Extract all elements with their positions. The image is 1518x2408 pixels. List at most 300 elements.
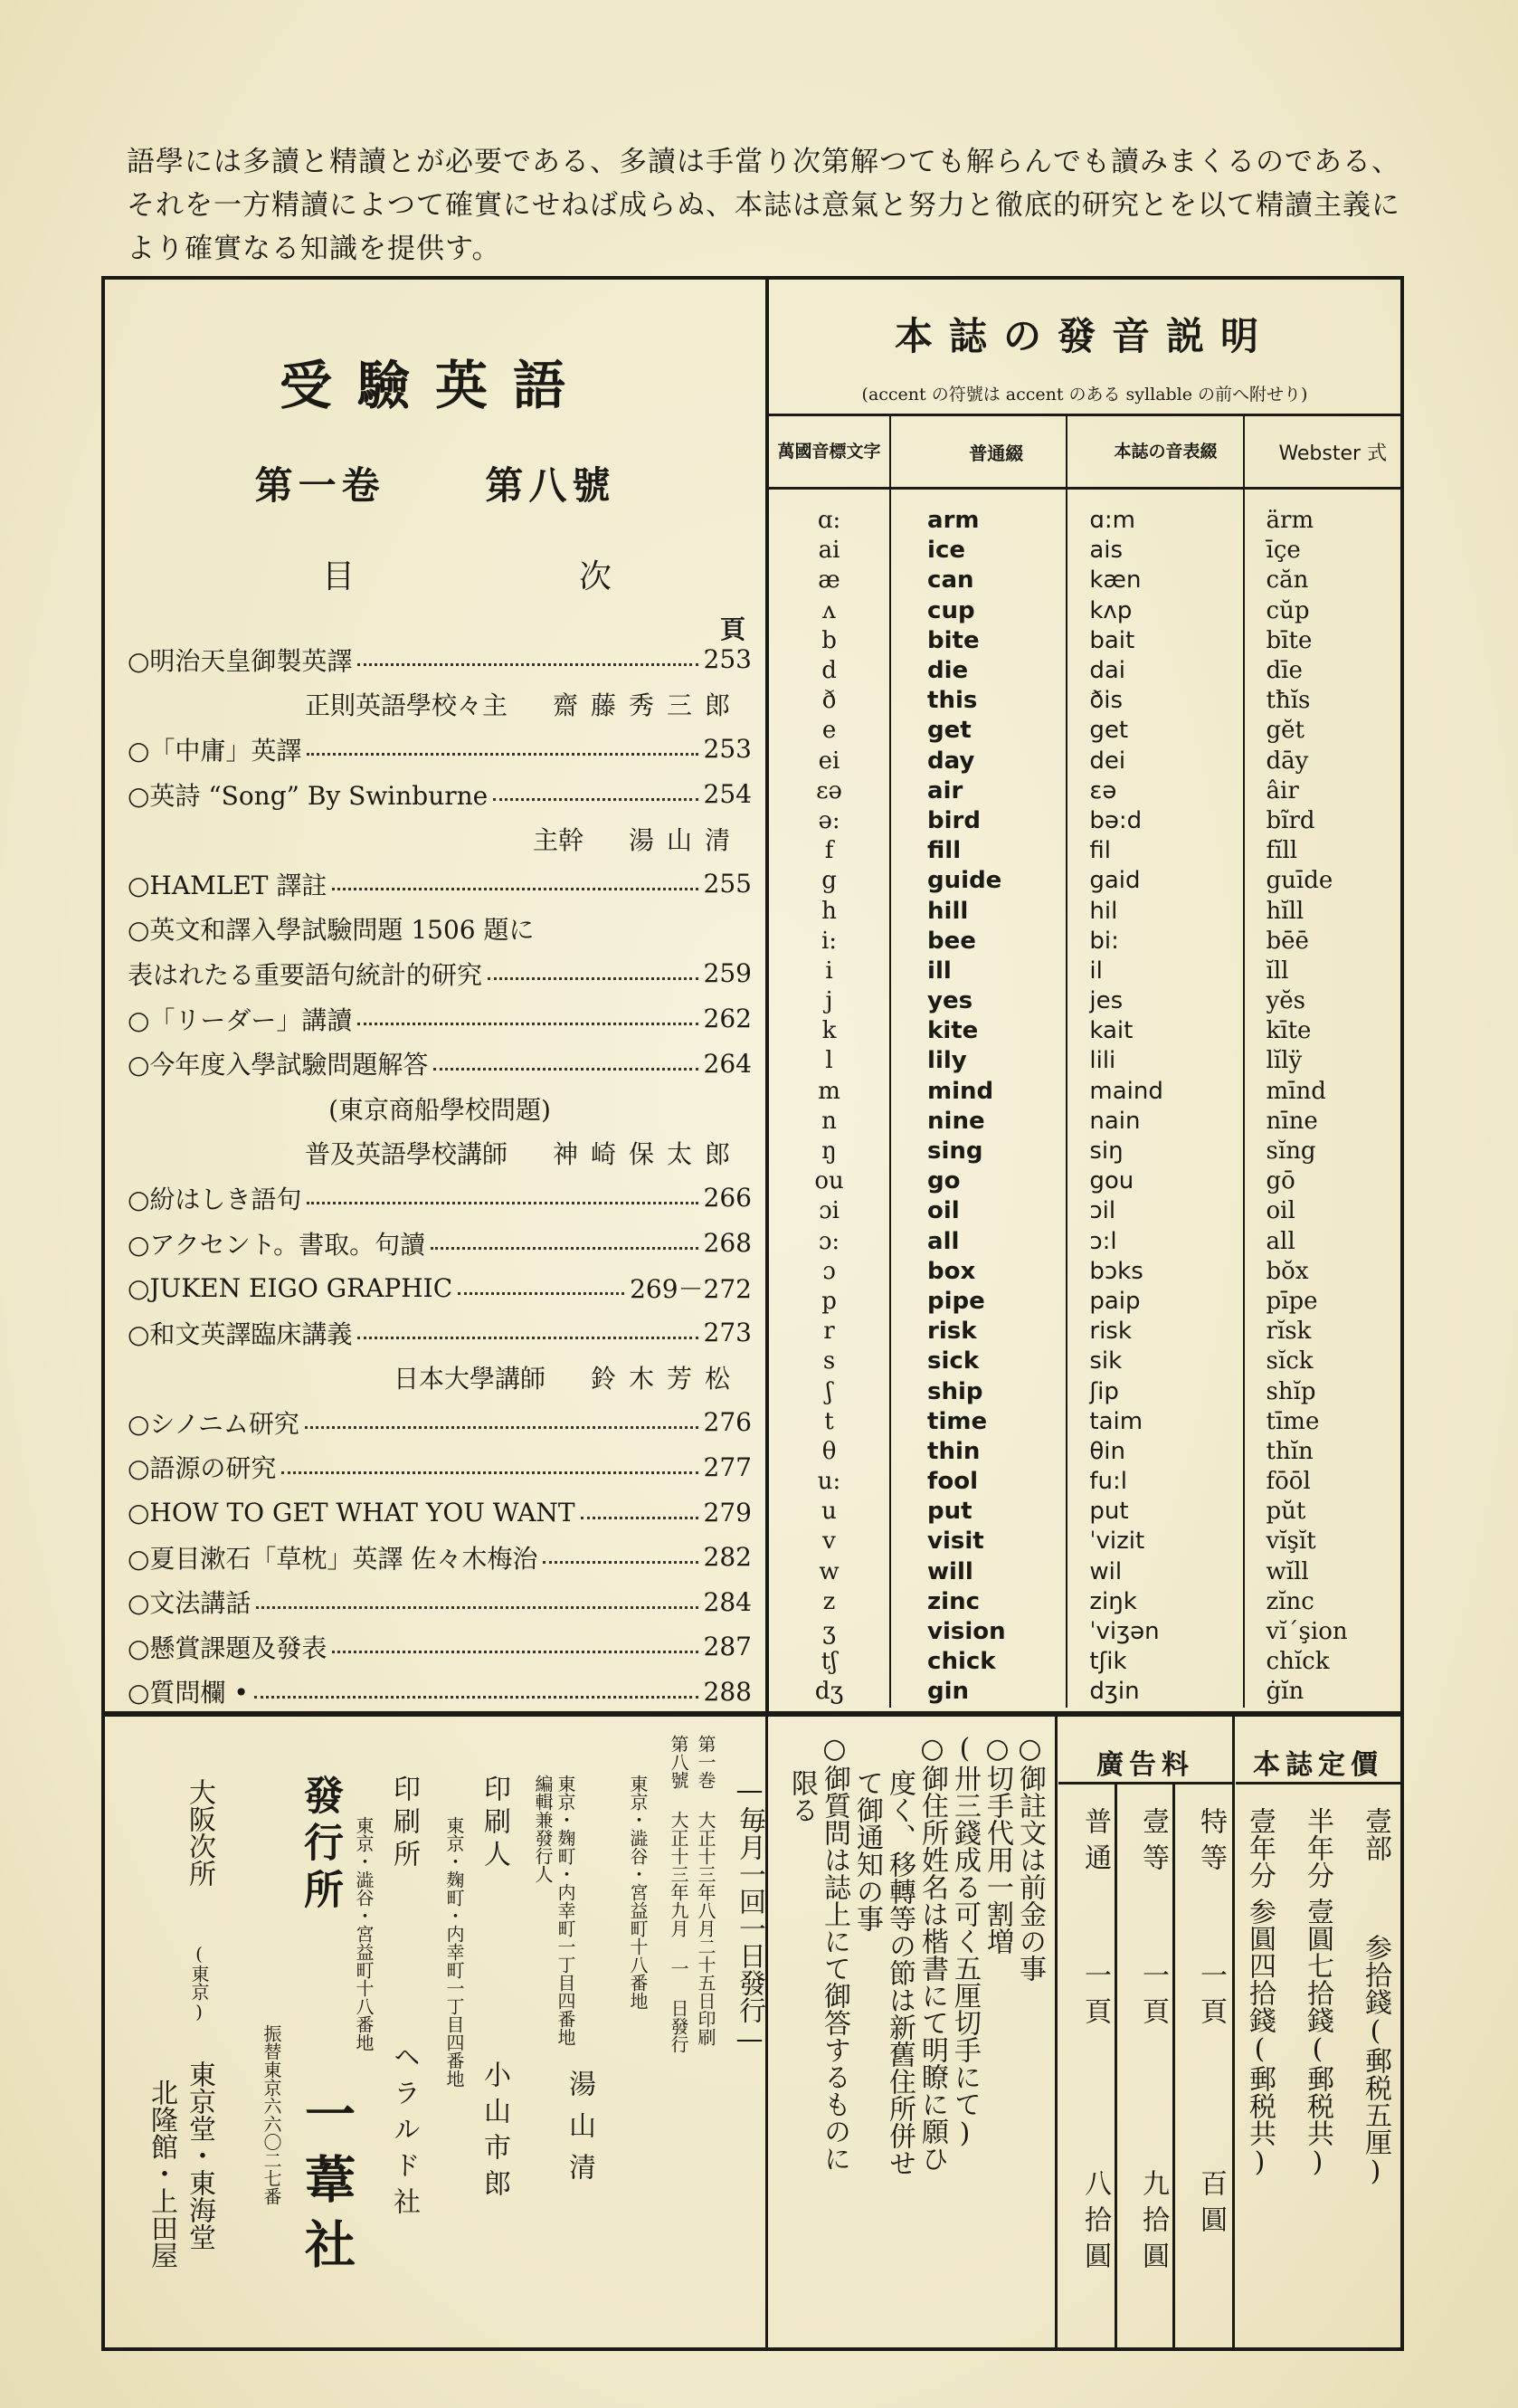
toc-leader-dots [256, 1595, 697, 1609]
toc-leader-dots [281, 1461, 697, 1474]
sellers-line-1: 東京堂・東海堂 [184, 2061, 215, 2251]
pronunciation-row [769, 1677, 1400, 1707]
ipa-symbol: g [769, 866, 890, 896]
pronunciation-title: 本誌の發音説明 [894, 314, 1275, 358]
toc-author-role: 正則英語學校々主 [304, 690, 508, 721]
magazine-spelling: bɔks [1067, 1257, 1243, 1287]
toc-entry [128, 861, 752, 907]
pronunciation-row [769, 1617, 1400, 1647]
webster-spelling: īçe [1266, 537, 1301, 565]
toc-entry-page: 254 [703, 779, 752, 810]
ipa-symbol: ʒ [769, 1617, 890, 1647]
toc-leader-dots [543, 1550, 697, 1564]
pronunciation-row [769, 986, 1400, 1016]
printer-address: 東京・澁谷・宮益町十八番地 [353, 1816, 375, 2051]
toc-entry-page: 262 [703, 1004, 752, 1034]
ipa-symbol: j [769, 986, 890, 1016]
toc-entry-page: 269－272 [630, 1274, 752, 1305]
editor-address-2: 東京・澁谷・宮益町十八番地 [627, 1775, 649, 2010]
ipa-symbol: ʌ [769, 596, 890, 626]
ipa-symbol: m [769, 1077, 890, 1107]
pronunciation-header-row [769, 415, 1400, 489]
editor-address: 東京・麹町・内幸町一丁目四番地 [555, 1775, 576, 2046]
webster-spelling: dīe [1266, 657, 1303, 685]
ipa-symbol: ɑ: [769, 489, 890, 537]
pronunciation-guide [769, 280, 1400, 1711]
toc-leader-dots [254, 1685, 698, 1699]
price-amount: 壹圓七拾錢(郵税共) [1302, 1898, 1333, 2178]
editor-name: 湯山清 [564, 2070, 595, 2194]
toc-author-name: 湯山清 [628, 825, 743, 856]
price-term: 壹年分 [1244, 1807, 1276, 1889]
header-webster: Webster 式 [1244, 415, 1400, 489]
magazine-spelling: ɔ:l [1067, 1227, 1243, 1257]
ordinary-spelling: air [890, 776, 1067, 806]
ordinary-spelling: kite [890, 1016, 1067, 1046]
magazine-spelling: sik [1067, 1347, 1243, 1376]
webster-spelling: oil [1266, 1197, 1295, 1225]
pronunciation-row [769, 596, 1400, 626]
magazine-spelling: fu:l [1067, 1467, 1243, 1497]
toc-entry-title: ○今年度入學試驗問題解答 [128, 1050, 429, 1080]
ad-grade: 特等 [1195, 1807, 1227, 1880]
toc-entry-page: 276 [703, 1407, 752, 1438]
notice-line: て御通知の事 [851, 1769, 883, 1932]
ordinary-spelling: fill [890, 836, 1067, 866]
sellers-line-2: 北隆館・上田屋 [146, 2079, 177, 2269]
magazine-spelling: get [1067, 716, 1243, 746]
pronunciation-row [769, 1557, 1400, 1587]
ipa-symbol: v [769, 1527, 890, 1556]
ordinary-spelling: visit [890, 1527, 1067, 1556]
notice-divider [1055, 1717, 1058, 2347]
magazine-spelling: lili [1067, 1046, 1243, 1076]
ordinary-spelling: ill [890, 957, 1067, 986]
magazine-spelling: bait [1067, 626, 1243, 656]
ordinary-spelling: zinc [890, 1587, 1067, 1617]
ordinary-spelling: day [890, 747, 1067, 776]
notice-line: 限る [786, 1769, 818, 1823]
ipa-symbol: n [769, 1107, 890, 1137]
magazine-spelling: maind [1067, 1077, 1243, 1107]
magazine-spelling: nain [1067, 1107, 1243, 1137]
magazine-spelling: εə [1067, 776, 1243, 806]
header-ordinary: 普通綴 [890, 415, 1067, 489]
ipa-symbol: æ [769, 566, 890, 595]
notice-line: 度く、移轉等の節は新舊住所併せ [884, 1769, 916, 2176]
ordinary-spelling: hill [890, 896, 1067, 926]
issue-number: 第八號 [485, 463, 616, 508]
main-frame [101, 276, 1404, 1715]
publisher-transfer: 振替東京六六〇二七番 [261, 2024, 282, 2205]
webster-spelling: gō [1266, 1167, 1295, 1195]
notice-line: ○御註文は前金の事 [1014, 1733, 1046, 1982]
pronunciation-row [769, 1077, 1400, 1107]
pronunciation-row [769, 489, 1400, 537]
magazine-spelling: ʃip [1067, 1376, 1243, 1406]
magazine-spelling: hil [1067, 896, 1243, 926]
header-magazine: 本誌の音表綴 [1067, 415, 1243, 489]
ad-size: 一頁 [1195, 1961, 1227, 2033]
toc-entry-title: ○アクセント。書取。句讀 [128, 1229, 426, 1260]
contents-heading-1: 目 [322, 558, 356, 595]
pronunciation-row [769, 1287, 1400, 1317]
toc-entry [128, 1221, 752, 1266]
toc-author-name: 齋藤秀三郎 [552, 690, 743, 721]
webster-spelling: tħĭs [1266, 687, 1311, 715]
magazine-spelling: kæn [1067, 566, 1243, 595]
magazine-spelling: ais [1067, 536, 1243, 566]
ad-rates-col-rule-1 [1115, 1782, 1117, 2347]
toc-entry-page: 264 [703, 1048, 752, 1079]
webster-spelling: vĭˊşion [1266, 1618, 1348, 1646]
pronunciation-row [769, 1016, 1400, 1046]
pronunciation-rows [769, 489, 1400, 1708]
printer-name: ヘラルド社 [388, 2042, 420, 2223]
magazine-spelling: gou [1067, 1166, 1243, 1196]
ipa-symbol: ɔ [769, 1257, 890, 1287]
webster-spelling: bŏx [1266, 1257, 1309, 1285]
pronunciation-row [769, 1227, 1400, 1257]
ordinary-spelling: get [890, 716, 1067, 746]
toc-entry-title: ○紛はしき語句 [128, 1184, 302, 1214]
toc-entry-page: 268 [703, 1228, 752, 1259]
toc-entry-title: ○夏目漱石「草枕」英譯 佐々木梅治 [128, 1543, 538, 1574]
ad-rates-title: 廣告料 [1096, 1749, 1194, 1781]
volume: 第一卷 [254, 463, 385, 508]
magazine-spelling: dʒin [1067, 1677, 1243, 1707]
ordinary-spelling: mind [890, 1077, 1067, 1107]
notice-line: (卅三錢成る可く五厘切手にて) [949, 1733, 981, 2149]
ipa-symbol: εə [769, 776, 890, 806]
webster-spelling: tīme [1266, 1407, 1320, 1435]
webster-spelling: dāy [1266, 747, 1309, 775]
webster-spelling: sĭng [1266, 1137, 1316, 1166]
pronunciation-row [769, 1467, 1400, 1497]
price-amount: 参拾錢(郵税五厘) [1360, 1934, 1391, 2187]
toc-entry [128, 1175, 752, 1221]
ordinary-spelling: gin [890, 1677, 1067, 1707]
ipa-symbol: ʃ [769, 1376, 890, 1406]
toc-leader-dots [307, 1191, 697, 1204]
ordinary-spelling: pipe [890, 1287, 1067, 1317]
ipa-symbol: ɔ: [769, 1227, 890, 1257]
pronunciation-row [769, 896, 1400, 926]
ad-grade: 普通 [1079, 1807, 1111, 1880]
notice-line: ○御質問は誌上にて御答するものに [819, 1733, 850, 2172]
toc-leader-dots [357, 1012, 697, 1025]
toc-list [128, 637, 752, 1714]
magazine-spelling: taim [1067, 1407, 1243, 1437]
pronunciation-row [769, 1137, 1400, 1166]
magazine-title: 受驗英語 [279, 355, 591, 416]
toc-entry-page: 288 [703, 1676, 752, 1707]
pronunciation-row [769, 1347, 1400, 1376]
pronunciation-row [769, 626, 1400, 656]
webster-spelling: ärm [1266, 507, 1314, 535]
ipa-symbol: ɔi [769, 1196, 890, 1226]
toc-leader-dots [433, 1057, 697, 1071]
ad-size: 一頁 [1079, 1961, 1111, 2033]
webster-spelling: vĭşĭt [1266, 1528, 1316, 1556]
ad-rates-col-rule-2 [1172, 1782, 1175, 2347]
colophon-divider [765, 1717, 768, 2347]
ipa-symbol: s [769, 1347, 890, 1376]
ordinary-spelling: box [890, 1257, 1067, 1287]
magazine-spelling: kait [1067, 1016, 1243, 1046]
toc-subtitle-text: (東京商船學校問題) [328, 1094, 551, 1125]
toc-entry-title: ○JUKEN EIGO GRAPHIC [128, 1272, 453, 1303]
webster-spelling: fĭll [1266, 837, 1298, 865]
pronunciation-row [769, 716, 1400, 746]
header-ipa: 萬國音標文字 [769, 415, 890, 489]
magazine-spelling: gaid [1067, 866, 1243, 896]
intro-paragraph: 語學には多讀と精讀とが必要である、多讀は手當り次第解つても解らんでも讀みまくるのである、それを一方精讀によつて確實にせねば成らぬ、本誌は意氣と努力と徹底的研究とを以て精讀主義により確實なる知識を提供す。 [127, 146, 1400, 265]
prices-divider [1232, 1717, 1235, 2347]
ipa-symbol: r [769, 1317, 890, 1347]
ipa-symbol: ð [769, 686, 890, 716]
ordinary-spelling: nine [890, 1107, 1067, 1137]
ordinary-spelling: chick [890, 1647, 1067, 1677]
webster-spelling: zĭnc [1266, 1587, 1314, 1615]
ipa-symbol: i [769, 957, 890, 986]
toc-entry-page: 282 [703, 1542, 752, 1573]
toc-entry-title: ○「中庸」英譯 [128, 735, 302, 766]
toc-entry [128, 1310, 752, 1356]
pronunciation-row [769, 1046, 1400, 1076]
toc-entry-page: 277 [703, 1451, 752, 1482]
magazine-spelling: ˈviʒən [1067, 1617, 1243, 1647]
toc-entry-page: 284 [703, 1586, 752, 1617]
ipa-symbol: ə: [769, 806, 890, 836]
pronunciation-row [769, 656, 1400, 686]
magazine-spelling: put [1067, 1497, 1243, 1527]
webster-spelling: nīne [1266, 1107, 1318, 1135]
toc-entry [128, 1579, 752, 1624]
toc-entry-page: 253 [703, 644, 752, 675]
price-amount: 参圓四拾錢(郵税共) [1244, 1898, 1276, 2178]
toc-leader-dots [458, 1281, 624, 1295]
toc-author-name: 神崎保太郎 [552, 1139, 743, 1170]
toc-entry-title: ○英詩 “Song” By Swinburne [128, 780, 489, 811]
ipa-symbol: ou [769, 1166, 890, 1196]
toc-author-role: 普及英語學校講師 [304, 1139, 508, 1170]
pronunciation-row [769, 686, 1400, 716]
ad-grade: 壹等 [1137, 1807, 1169, 1880]
ordinary-spelling: lily [890, 1046, 1067, 1076]
toc-entry-page: 253 [703, 734, 752, 765]
bottom-frame [101, 1713, 1404, 2351]
toc-leader-dots [431, 1236, 697, 1250]
toc-author [128, 1131, 752, 1176]
toc-entry-page: 266 [703, 1183, 752, 1214]
ipa-symbol: d [769, 656, 890, 686]
ipa-symbol: e [769, 716, 890, 746]
monthly-issue: —毎月一回一日發行— [734, 1775, 765, 2055]
toc-entry-title: ○質問欄 • [128, 1678, 249, 1708]
magazine-spelling: paip [1067, 1287, 1243, 1317]
notice-line: ○御住所姓名は楷書にて明瞭に願ひ [916, 1733, 948, 2172]
magazine-spelling: fil [1067, 836, 1243, 866]
pronunciation-row [769, 806, 1400, 836]
ipa-symbol: θ [769, 1437, 890, 1467]
pronunciation-row [769, 1587, 1400, 1617]
toc-entry-title: ○懸賞課題及發表 [128, 1632, 327, 1663]
pronunciation-row [769, 747, 1400, 776]
ordinary-spelling: risk [890, 1317, 1067, 1347]
toc-leader-dots [305, 1415, 698, 1429]
ordinary-spelling: can [890, 566, 1067, 595]
toc-entry-title: ○HOW TO GET WHAT YOU WANT [128, 1497, 575, 1528]
toc-subtitle [128, 1086, 752, 1131]
ipa-symbol: l [769, 1046, 890, 1076]
toc-entry-title: ○「リーダー」講讀 [128, 1004, 353, 1035]
prices-title: 本誌定價 [1253, 1749, 1383, 1781]
magazine-spelling: wil [1067, 1557, 1243, 1587]
ipa-symbol: t [769, 1407, 890, 1437]
webster-spelling: bĩrd [1266, 806, 1315, 834]
printer-person-name: 小山市郎 [479, 2061, 510, 2205]
pronunciation-row [769, 1527, 1400, 1556]
magazine-spelling: ˈvizit [1067, 1527, 1243, 1556]
ipa-symbol: b [769, 626, 890, 656]
editor-label: 編輯兼發行人 [532, 1775, 554, 1883]
toc-author [128, 682, 752, 728]
toc-leader-dots [307, 742, 697, 756]
pronunciation-row [769, 1407, 1400, 1437]
webster-spelling: shĭp [1266, 1377, 1316, 1405]
ordinary-spelling: thin [890, 1437, 1067, 1467]
printer-person-address: 東京・麹町・内幸町一丁目四番地 [443, 1816, 465, 2088]
contents-heading [322, 551, 612, 597]
magazine-spelling: siŋ [1067, 1137, 1243, 1166]
webster-spelling: sĭck [1266, 1347, 1314, 1375]
ordinary-spelling: die [890, 656, 1067, 686]
webster-spelling: hĭll [1266, 897, 1305, 925]
magazine-spelling: tʃik [1067, 1647, 1243, 1677]
magazine-spelling: jes [1067, 986, 1243, 1016]
ipa-symbol: u: [769, 1467, 890, 1497]
toc-entry-title: ○英文和譯入學試驗問題 1506 題に [128, 915, 535, 946]
toc-author [128, 816, 752, 861]
webster-spelling: guīde [1266, 867, 1333, 895]
toc-entry [128, 1535, 752, 1580]
webster-spelling: căn [1266, 566, 1309, 595]
ipa-symbol: h [769, 896, 890, 926]
pronunciation-table [769, 414, 1400, 1708]
pronunciation-row [769, 1257, 1400, 1287]
toc-leader-dots [581, 1506, 698, 1519]
ipa-symbol: dʒ [769, 1677, 890, 1707]
pronunciation-row [769, 1437, 1400, 1467]
toc-entry-title: ○語源の研究 [128, 1453, 277, 1484]
pronunciation-row [769, 957, 1400, 986]
webster-spelling: ġĭn [1266, 1678, 1305, 1706]
magazine-spelling: ðis [1067, 686, 1243, 716]
osaka-label: 大阪次所 [184, 1778, 215, 1887]
toc-entry [128, 1624, 752, 1670]
pronunciation-row [769, 1166, 1400, 1196]
ipa-symbol: z [769, 1587, 890, 1617]
issue-line-2: 第八號 大正十三年九月 一 日發行 [668, 1735, 689, 2053]
toc-entry-title: 表はれたる重要語句統計的研究 [128, 959, 483, 990]
pronunciation-row [769, 566, 1400, 595]
webster-spelling: bēē [1266, 927, 1309, 955]
pronunciation-row [769, 927, 1400, 957]
ipa-symbol: ei [769, 747, 890, 776]
ad-price: 九拾圓 [1137, 2169, 1169, 2278]
toc-entry-continued [128, 907, 752, 952]
toc-entry-page: 273 [703, 1318, 752, 1348]
magazine-spelling: kʌp [1067, 596, 1243, 626]
ipa-symbol: u [769, 1497, 890, 1527]
webster-spelling: pīpe [1266, 1287, 1318, 1315]
prices-rule [1236, 1782, 1400, 1785]
printer-label: 印刷所 [388, 1775, 420, 1872]
toc-entry [128, 1265, 752, 1310]
toc-leader-dots [488, 966, 698, 980]
toc-entry-page: 255 [703, 869, 752, 899]
ipa-symbol: ŋ [769, 1137, 890, 1166]
toc-author [128, 1356, 752, 1401]
webster-spelling: ĭll [1266, 957, 1289, 985]
pronunciation-row [769, 1317, 1400, 1347]
ordinary-spelling: fool [890, 1467, 1067, 1497]
toc-entry [128, 727, 752, 772]
magazine-spelling: dai [1067, 656, 1243, 686]
toc-entry [128, 996, 752, 1042]
ordinary-spelling: vision [890, 1617, 1067, 1647]
printer-person-label: 印刷人 [479, 1775, 510, 1872]
toc-entry-title: ○HAMLET 譯註 [128, 870, 327, 900]
ipa-symbol: f [769, 836, 890, 866]
ad-rates-rule [1058, 1782, 1232, 1785]
magazine-spelling: bə:d [1067, 806, 1243, 836]
ordinary-spelling: bee [890, 927, 1067, 957]
webster-spelling: chĭck [1266, 1648, 1330, 1676]
toc-entry [128, 1041, 752, 1086]
webster-spelling: kīte [1266, 1017, 1312, 1045]
ordinary-spelling: time [890, 1407, 1067, 1437]
ordinary-spelling: arm [890, 489, 1067, 537]
toc-entry [128, 1670, 752, 1715]
webster-spelling: âir [1266, 776, 1299, 804]
pronunciation-note: (accent の符號は accent のある syllable の前へ附せり) [861, 385, 1308, 405]
magazine-spelling: ɔil [1067, 1196, 1243, 1226]
ordinary-spelling: sing [890, 1137, 1067, 1166]
ad-size: 一頁 [1137, 1961, 1169, 2033]
ordinary-spelling: all [890, 1227, 1067, 1257]
tokyo-label: (東京) [188, 1943, 210, 2023]
toc-entry-page: 259 [703, 958, 752, 989]
magazine-spelling: dei [1067, 747, 1243, 776]
toc-entry-title: ○文法講話 [128, 1588, 251, 1619]
toc-author-role: 主幹 [532, 825, 583, 856]
ad-price: 八拾圓 [1079, 2169, 1111, 2278]
webster-spelling: bīte [1266, 626, 1313, 654]
toc-leader-dots [357, 652, 697, 666]
ipa-symbol: p [769, 1287, 890, 1317]
ordinary-spelling: will [890, 1557, 1067, 1587]
toc-entry-page: 279 [703, 1497, 752, 1528]
ipa-symbol: ai [769, 536, 890, 566]
ordinary-spelling: cup [890, 596, 1067, 626]
webster-spelling: cŭp [1266, 596, 1310, 624]
webster-spelling: lĭlÿ [1266, 1047, 1303, 1075]
ordinary-spelling: this [890, 686, 1067, 716]
ad-price: 百圓 [1195, 2169, 1227, 2241]
toc-author-role: 日本大學講師 [393, 1364, 546, 1394]
